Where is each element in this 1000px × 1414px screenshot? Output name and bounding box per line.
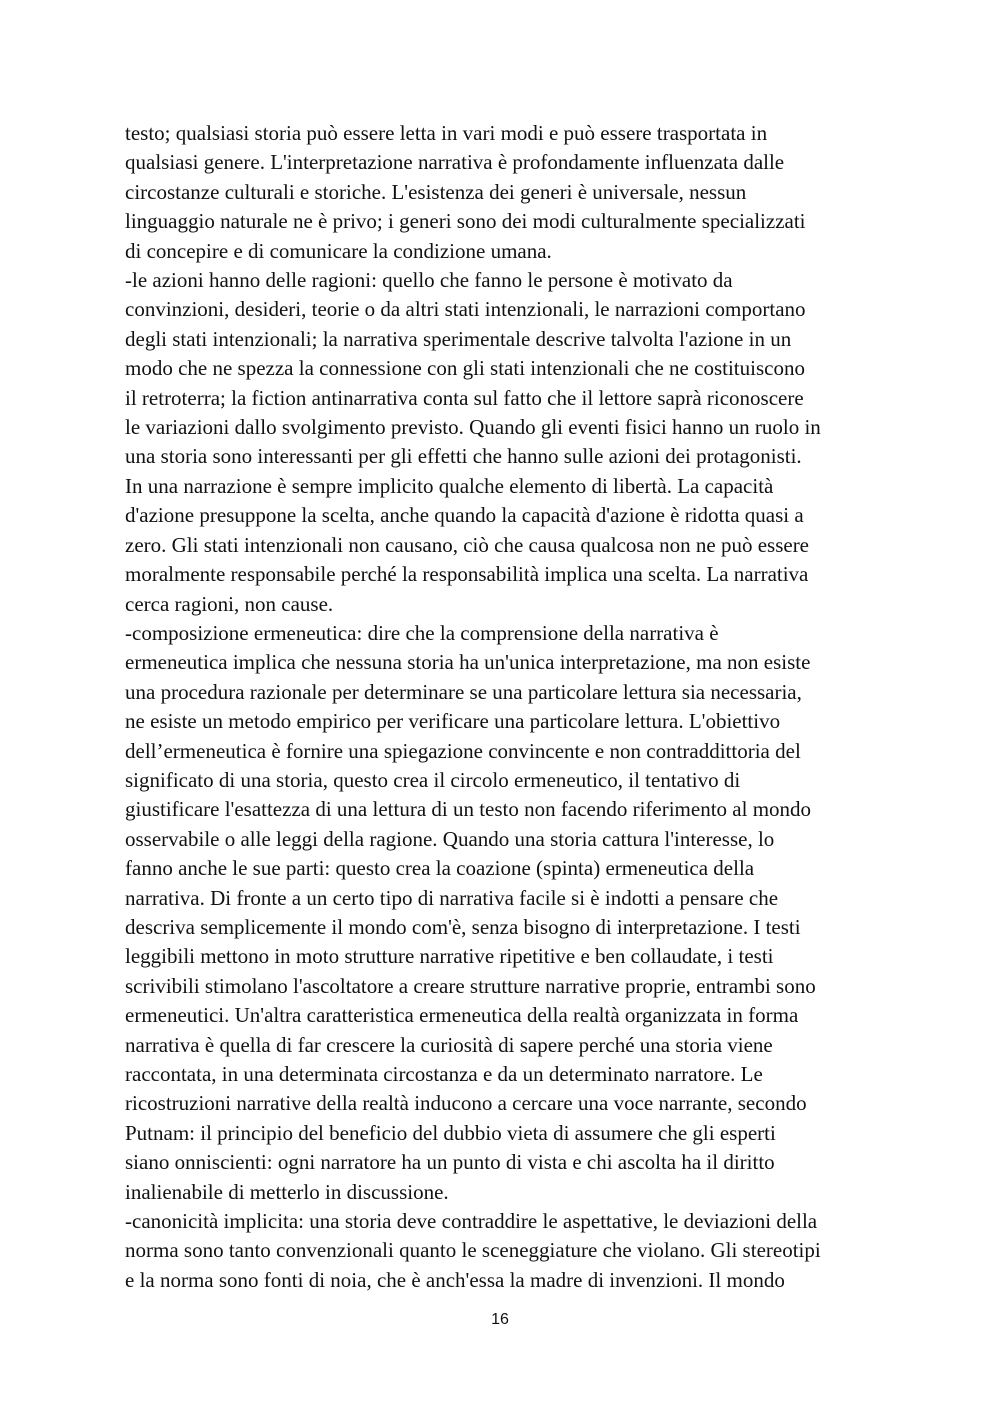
text-line: testo; qualsiasi storia può essere letta in vari modi e può essere trasportata in [125, 121, 768, 145]
text-line: descriva semplicemente il mondo com'è, senza bisogno di interpretazione. I testi [125, 914, 801, 939]
text-line: qualsiasi genere. L'interpretazione narrativa è profondamente influenzata dalle [125, 150, 785, 175]
text-line: norma sono tanto convenzionali quanto le sceneggiature che violano. Gli stereotipi [125, 1238, 821, 1263]
text-line: leggibili mettono in moto strutture narrative ripetitive e ben collaudate, i testi [125, 944, 774, 969]
text-line: inalienabile di metterlo in discussione. [125, 1179, 449, 1204]
text-line: siano onniscienti: ogni narratore ha un punto di vista e chi ascolta ha il diritto [125, 1150, 775, 1175]
text-line: moralmente responsabile perché la responsabilità implica una scelta. La narrativa [125, 562, 809, 587]
text-line: raccontata, in una determinata circostanza e da un determinato narratore. Le [125, 1062, 763, 1086]
text-line: il retroterra; la fiction antinarrativa conta sul fatto che il lettore saprà riconoscere [125, 385, 804, 410]
text-line: una storia sono interessanti per gli effetti che hanno sulle azioni dei protagonisti. [125, 444, 802, 469]
text-line: linguaggio naturale ne è privo; i generi sono dei modi culturalmente specializzati [125, 209, 806, 234]
text-line: dell’ermeneutica è fornire una spiegazione convincente e non contraddittoria del [125, 738, 801, 763]
text-line: significato di una storia, questo crea il circolo ermeneutico, il tentativo di [125, 767, 741, 792]
text-line: ricostruzioni narrative della realtà inducono a cercare una voce narrante, secondo [125, 1091, 807, 1116]
page-number: 16 [491, 1311, 509, 1328]
text-line: giustificare l'esattezza di una lettura di un testo non facendo riferimento al mondo [125, 797, 812, 822]
text-line: osservabile o alle leggi della ragione. Quando una storia cattura l'interesse, lo [125, 826, 775, 851]
text-line: -composizione ermeneutica: dire che la comprensione della narrativa è [125, 620, 719, 645]
text-line: convinzioni, desideri, teorie o da altri stati intenzionali, le narrazioni comportano [125, 297, 806, 322]
text-line: di concepire e di comunicare la condizione umana. [125, 238, 552, 263]
text-line: -canonicità implicita: una storia deve contraddire le aspettative, le deviazioni della [125, 1209, 818, 1234]
text-line: d'azione presuppone la scelta, anche quando la capacità d'azione è ridotta quasi a [125, 503, 804, 528]
text-line: zero. Gli stati intenzionali non causano, ciò che causa qualcosa non ne può essere [125, 532, 810, 557]
text-line: ne esiste un metodo empirico per verificare una particolare lettura. L'obiettivo [125, 709, 781, 734]
text-line: le variazioni dallo svolgimento previsto. Quando gli eventi fisici hanno un ruolo in [125, 415, 821, 440]
text-line: e la norma sono fonti di noia, che è anch'essa la madre di invenzioni. Il mondo [125, 1267, 785, 1292]
text-line: Putnam: il principio del beneficio del dubbio vieta di assumere che gli esperti [125, 1120, 776, 1145]
text-line: -le azioni hanno delle ragioni: quello che fanno le persone è motivato da [125, 268, 733, 293]
text-line: ermeneutica implica che nessuna storia ha un'unica interpretazione, ma non esiste [125, 650, 811, 675]
text-line: fanno anche le sue parti: questo crea la coazione (spinta) ermeneutica della [125, 856, 755, 881]
text-line: degli stati intenzionali; la narrativa sperimentale descrive talvolta l'azione in un [125, 326, 792, 351]
text-line: scrivibili stimolano l'ascoltatore a creare strutture narrative proprie, entrambi sono [125, 973, 816, 998]
text-line: ermeneutici. Un'altra caratteristica ermeneutica della realtà organizzata in forma [125, 1003, 799, 1028]
text-line: modo che ne spezza la connessione con gli stati intenzionali che ne costituiscono [125, 356, 805, 381]
text-line: narrativa è quella di far crescere la curiosità di sapere perché una storia viene [125, 1032, 773, 1057]
text-line: In una narrazione è sempre implicito qualche elemento di libertà. La capacità [125, 473, 774, 498]
text-line: circostanze culturali e storiche. L'esistenza dei generi è universale, nessun [125, 179, 747, 204]
text-line: narrativa. Di fronte a un certo tipo di narrativa facile si è indotti a pensare che [125, 885, 779, 910]
text-line: cerca ragioni, non cause. [125, 591, 334, 616]
text-line: una procedura razionale per determinare se una particolare lettura sia necessaria, [125, 679, 802, 704]
body-text [125, 119, 915, 1295]
